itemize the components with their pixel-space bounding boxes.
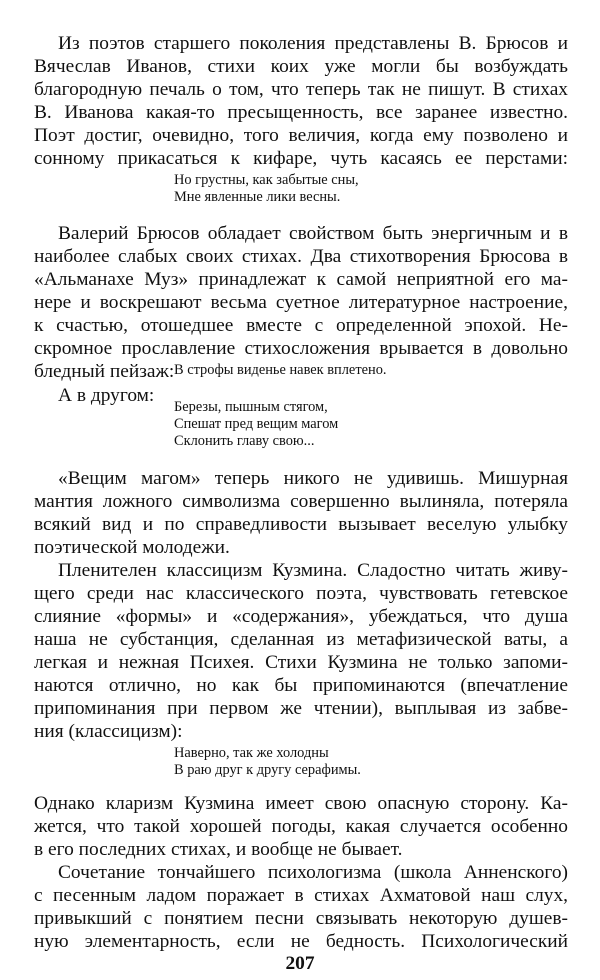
- paragraph-6-line: ную элементарность, если не бедность. Психологический: [34, 931, 568, 952]
- page-number: 207: [285, 953, 315, 974]
- paragraph-4-line: припоминания при первом же чтении), выплывая из забве-: [34, 698, 568, 719]
- paragraph-2-line: «Альманахе Муз» принадлежат к самой неприятной его ма-: [34, 269, 568, 290]
- verse-line: Наверно, так же холодны: [174, 745, 329, 761]
- paragraph-2-line: Валерий Брюсов обладает свойством быть энергичным и в: [58, 223, 568, 244]
- paragraph-1-line: благородную печаль о том, что теперь так не пишут. В стихах: [34, 79, 568, 100]
- paragraph-4-line: наются отлично, но как бы припоминаются (впечатление: [34, 675, 568, 696]
- paragraph-5-line: Однако кларизм Кузмина имеет свою опасную сторону. Ка-: [34, 793, 568, 814]
- paragraph-2-line: бледный пейзаж:: [34, 361, 175, 382]
- verse-line: Мне явленные лики весны.: [174, 189, 341, 205]
- paragraph-1-line: Вячеслав Иванов, стихи коих уже могли бы возбуждать: [34, 56, 568, 77]
- paragraph-4-line: наша не субстанция, сделанная из метафизической ваты, а: [34, 629, 568, 650]
- paragraph-1-line: сонному прикасаться к кифаре, чуть касаясь ее перстами:: [34, 148, 568, 169]
- paragraph-5-line: в его последних стихах, и вообще не бывает.: [34, 839, 403, 860]
- paragraph-3-line: поэтической молодежи.: [34, 537, 230, 558]
- paragraph-2-line: наиболее слабых своих стихах. Два стихотворения Брюсова в: [34, 246, 568, 267]
- paragraph-1-line: Из поэтов старшего поколения представлены В. Брюсов и: [58, 33, 568, 54]
- paragraph-6-line: Сочетание тончайшего психологизма (школа Анненского): [58, 862, 568, 883]
- paragraph-6-line: с песенным ладом поражает в стихах Ахматовой наш слух,: [34, 885, 568, 906]
- paragraph-4-line: щего среди нас классического поэта, чувствовать гетевское: [34, 583, 568, 604]
- paragraph-4-line: слияние «формы» и «содержания», убеждаться, что душа: [34, 606, 568, 627]
- paragraph-3-line: всякий вид и по справедливости вызывает веселую улыбку: [34, 514, 568, 535]
- verse-line: В раю друг к другу серафимы.: [174, 762, 361, 778]
- paragraph-2-line: к счастью, отошедшее вместе с определенной эпохой. Не-: [34, 315, 568, 336]
- verse-line: Березы, пышным стягом,: [174, 399, 328, 415]
- paragraph-6-line: привыкший с понятием песни связывать некоторую душев-: [34, 908, 568, 929]
- paragraph-4-line: легкая и нежная Психея. Стихи Кузмина не только запоми-: [34, 652, 568, 673]
- paragraph-4-line: Пленителен классицизм Кузмина. Сладостно читать живу-: [58, 560, 568, 581]
- paragraph-4-line: ния (классицизм):: [34, 721, 183, 742]
- verse-line: Склонить главу свою...: [174, 433, 315, 449]
- paragraph-3-line: «Вещим магом» теперь никого не удивишь. Мишурная: [58, 468, 568, 489]
- paragraph-2-line: нере и воскрешают весьма суетное литературное настроение,: [34, 292, 568, 313]
- verse-line: Спешат пред вещим магом: [174, 416, 339, 432]
- paragraph-3-line: мантия ложного символизма совершенно вылиняла, потеряла: [34, 491, 568, 512]
- verse-line: Но грустны, как забытые сны,: [174, 172, 359, 188]
- inline-label: А в другом:: [58, 385, 155, 406]
- paragraph-1-line: В. Иванова какая-то пресыщенность, все заранее известно.: [34, 102, 568, 123]
- verse-line: В строфы виденье навек вплетено.: [174, 362, 387, 378]
- paragraph-5-line: жется, что такой хорошей погоды, какая случается особенно: [34, 816, 568, 837]
- paragraph-1-line: Поэт достиг, очевидно, того величия, когда ему позволено и: [34, 125, 568, 146]
- paragraph-2-line: скромное прославление стихосложения врывается в довольно: [34, 338, 568, 359]
